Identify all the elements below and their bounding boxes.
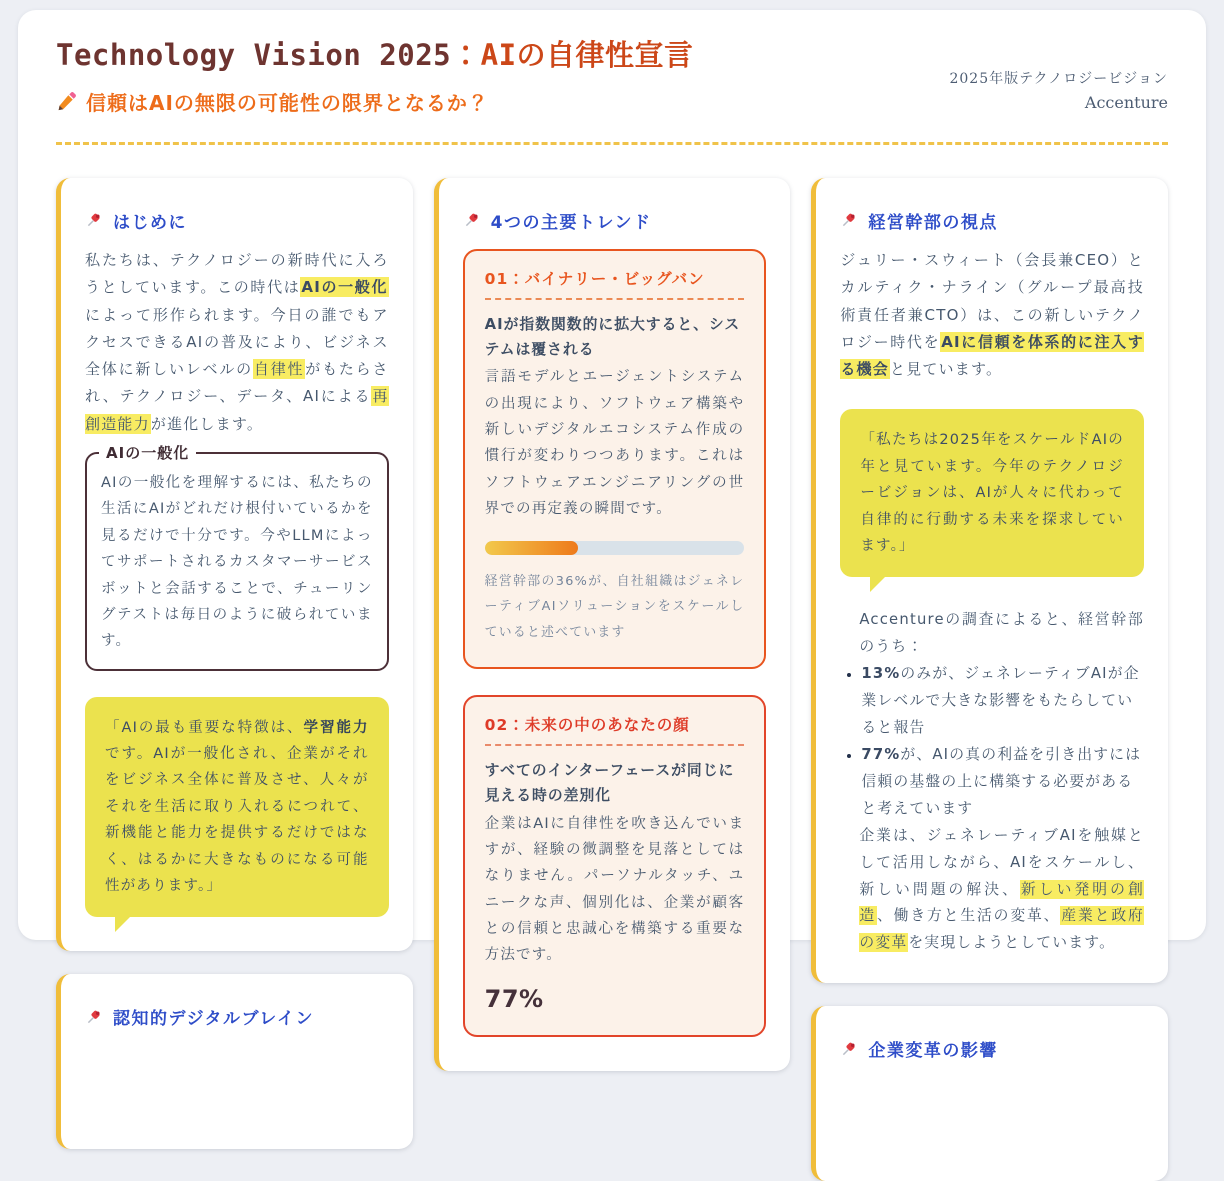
header-divider: [56, 142, 1168, 145]
quote-tail: [870, 576, 886, 592]
impact-heading-text: 企業変革の影響: [868, 1041, 998, 1062]
page-title: [56, 38, 694, 73]
executive-closing: 企業は、ジェネレーティブAIを触媒として活用しながら、AIをスケールし、新しい問題の解決、新しい発明の創造、働き方と生活の変革、産業と政府の変革を実現しようとしています。: [859, 826, 1144, 952]
impact-heading: [840, 1036, 1144, 1061]
header-left: [56, 36, 694, 116]
pushpin-icon: [85, 211, 103, 229]
executive-quote-text: 「私たちは2025年をスケールドAIの年と見ています。今年のテクノロジービジョンは、AIが人々に代わって自律的に行動する未来を探求しています。」: [860, 432, 1124, 554]
page-title-main: Technology Vision 2025: [56, 38, 452, 72]
column-right: [811, 178, 1168, 1181]
intro-quote-bubble: [85, 697, 389, 918]
executive-paragraph: ジュリー・スウィート（会長兼CEO）とカルティク・ナライン（グループ最高技術責任者兼CTO）は、この新しいテクノロジー時代をAIに信頼を体系的に注入する機会と見ています。: [840, 250, 1144, 379]
survey-bullet-list: [842, 661, 1144, 823]
survey-bullet-text: 13%のみが、ジェネレーティブAIが企業レベルで大きな影響をもたらしていると報告: [861, 665, 1140, 737]
callout-text: AIの一般化を理解するには、私たちの生活にAIがどれだけ根付いているかを見るだけで十分です。今やLLMによってサポートされるカスタマーサービスボットと会話することで、チューリングテストは毎日のように破られています。: [101, 475, 373, 650]
card-cognitive: [56, 974, 413, 1149]
trend-card-02: [463, 695, 767, 1037]
trend-02-subtitle: すべてのインターフェースが同じに見える時の差別化: [484, 762, 735, 805]
executive-heading-text: 経営幹部の視点: [868, 212, 998, 233]
page-subtitle-text: 信頼はAIの無限の可能性の限界となるか？: [86, 90, 489, 115]
survey-bullet-text: 77%が、AIの真の利益を引き出すには信頼の基盤の上に構築する必要があると考えています: [861, 745, 1142, 817]
card-trends: [434, 178, 791, 1071]
card-impact: [811, 1006, 1168, 1181]
intro-heading-text: はじめに: [113, 212, 187, 233]
intro-callout: [85, 444, 389, 671]
intro-heading: [85, 208, 389, 233]
page-header: [56, 36, 1168, 116]
page-title-accent: ：AIの自律性宣言: [451, 38, 694, 72]
header-meta: [949, 36, 1168, 116]
trend-01-subtitle: AIが指数関数的に拡大すると、システムは覆される: [484, 315, 741, 359]
executive-heading: [840, 208, 1144, 233]
intro-paragraph: 私たちは、テクノロジーの新時代に入ろうとしています。この時代はAIの一般化によって形作られます。今日の誰でもアクセスできるAIの普及により、ビジネス全体に新しいレベルの自律性がもたらされ、テクノロジー、データ、AIによる再創造能力が進化します。: [85, 250, 389, 433]
executive-quote-bubble: [840, 409, 1144, 577]
page-subtitle: [56, 87, 694, 116]
trend-01-title: 01：バイナリー・ビッグバン: [485, 267, 745, 300]
trend-02-body: 企業はAIに自律性を吹き込んでいますが、経験の微調整を見落としてはなりません。パーソナルタッチ、ユニークな声、個別化は、企業が顧客との信頼と忠誠心を構築する重要な方法です。: [484, 815, 745, 964]
survey-bullet-item: [861, 661, 1144, 742]
callout-legend: AIの一般化: [99, 442, 196, 463]
trend-01-caption: 経営幹部の36%が、自社組織はジェネレーティブAIソリューションをスケールしていると述べています: [484, 573, 745, 640]
cognitive-heading-text: 認知的デジタルブレイン: [113, 1009, 314, 1030]
pushpin-icon: [840, 1040, 858, 1058]
column-middle: [434, 178, 791, 1181]
survey-bullet-item: [861, 742, 1144, 823]
pushpin-icon: [840, 211, 858, 229]
trend-card-01: [463, 249, 767, 669]
column-left: [56, 178, 413, 1181]
document-sheet: [18, 10, 1206, 1062]
card-intro: [56, 178, 413, 951]
meta-brand: Accenture: [1084, 93, 1168, 113]
trend-01-body: 言語モデルとエージェントシステムの出現により、ソフトウェア構築や新しいデジタルエコシステム作成の慣行が変わりつつあります。これはソフトウェアエンジニアリングの世界での再定義の瞬間です。: [484, 369, 745, 518]
meta-edition: 2025年版テクノロジービジョン: [949, 71, 1168, 87]
trends-heading-text: 4つの主要トレンド: [490, 212, 652, 233]
trend-02-stat: 77%: [484, 984, 544, 1013]
progress-bar-track: [485, 541, 745, 555]
card-executive: [811, 178, 1168, 983]
survey-block: [842, 607, 1144, 957]
pushpin-icon: [85, 1008, 103, 1026]
intro-quote-text: 「AIの最も重要な特徴は、学習能力です。AIが一般化され、企業がそれをビジネス全体に普及させ、人々がそれを生活に取り入れるにつれて、新機能と能力を提供するだけではなく、はるかに大きなものになる可能性があります。」: [105, 719, 369, 894]
trend-02-title: 02：未来の中のあなたの顔: [485, 713, 745, 746]
progress-bar-fill: [485, 541, 578, 555]
pushpin-icon: [463, 211, 481, 229]
quote-tail: [115, 916, 131, 932]
trends-heading: [463, 208, 767, 233]
content-columns: [56, 178, 1168, 1181]
survey-intro: Accentureの調査によると、経営幹部のうち：: [859, 611, 1144, 656]
cognitive-heading: [85, 1004, 389, 1029]
pencil-icon: [56, 91, 77, 112]
